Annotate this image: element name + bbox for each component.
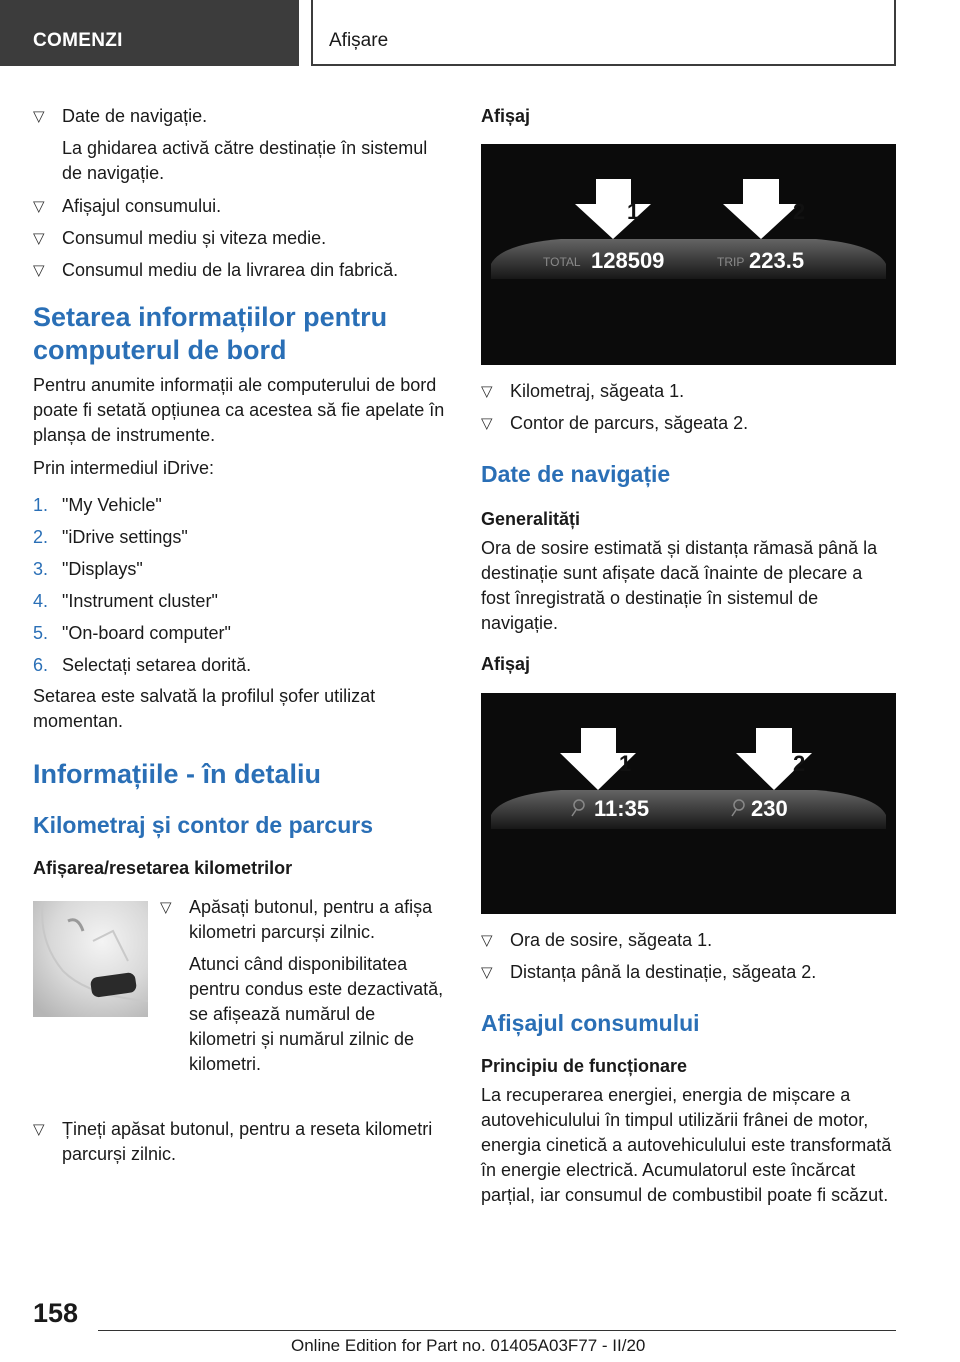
edition-text: Online Edition for Part no. 01405A03F77 - II/20 (291, 1336, 646, 1355)
bullet-text: Țineți apăsat butonul, pentru a reseta kilometri parcurși zilnic. (62, 1119, 433, 1164)
step-text: "My Vehicle" (62, 495, 162, 515)
heading-afisarea: Afișarea/resetarea kilometrilor (33, 858, 293, 878)
step-item (33, 589, 446, 614)
left-column (33, 104, 446, 1167)
cluster-display-svg (481, 144, 896, 365)
triangle-bullet-icon: ▽ (481, 964, 493, 981)
heading-setarea: Setarea informațiilor pentru computerul de bord (33, 302, 388, 365)
bullet-text: Afișajul consumului. (62, 196, 222, 216)
bullet-text: Date de navigație. (62, 106, 208, 126)
step-text: "Instrument cluster" (62, 591, 218, 611)
arrow-number: 1 (627, 199, 640, 224)
page-number: 158 (33, 1298, 79, 1328)
bullet-sub-text: La ghidarea activă către destinație în sistemul de navigație. (62, 138, 428, 183)
bullet-item (33, 258, 446, 283)
step-text: "On-board computer" (62, 623, 231, 643)
paragraph: Ora de sosire estimată și distanța rămasă până la destinație sunt afișate dacă înainte de plecare a fost înregistrată o destinație în sistemul de navigație. (481, 538, 878, 633)
button-section (33, 895, 446, 1125)
triangle-bullet-icon: ▽ (481, 383, 493, 400)
trip-label: TRIP (717, 255, 745, 269)
trip-value: 223.5 (749, 248, 805, 273)
triangle-bullet-icon: ▽ (33, 1121, 45, 1138)
distance-value: 230 (751, 796, 788, 821)
button-bullets (160, 895, 446, 1077)
footer-divider (98, 1330, 896, 1331)
cluster-display-svg (481, 693, 896, 914)
triangle-bullet-icon: ▽ (33, 198, 45, 215)
bullet-text: Distanța până la destinație, săgeata 2. (510, 962, 817, 982)
arrow-number: 2 (793, 199, 806, 224)
step-text: "Displays" (62, 559, 143, 579)
bullet-text: Contor de parcurs, săgeata 2. (510, 413, 749, 433)
triangle-bullet-icon: ▽ (160, 899, 172, 916)
bullet-item (481, 379, 896, 404)
step-number: 4. (33, 591, 49, 611)
bullet-item (33, 1117, 446, 1167)
total-label: TOTAL (543, 255, 581, 269)
cluster-image-navigation (481, 693, 896, 914)
arrow-number: 2 (793, 751, 806, 776)
bullet-item (33, 226, 446, 251)
arrow-number: 1 (619, 751, 632, 776)
right-column (481, 104, 896, 1208)
step-item (33, 653, 446, 678)
heading-afisaj: Afișaj (481, 654, 531, 674)
bullet-text: Ora de sosire, săgeata 1. (510, 930, 713, 950)
heading-informatii: Informațiile - în detaliu (33, 759, 322, 789)
heading-afisajul-consumului: Afișajul consumului (481, 1010, 700, 1036)
bullet-sub-text: Atunci când disponibilitatea pentru condus este dezactivată, se afișează numărul de kilometri și numărul zilnic de kilometri. (189, 954, 444, 1074)
triangle-bullet-icon: ▽ (481, 415, 493, 432)
paragraph: Pentru anumite informații ale computerului de bord poate fi setată opțiunea ca acestea să fie apelate în planșa de instrumente. (33, 375, 445, 445)
cluster-image-odometer (481, 144, 896, 365)
heading-principiu: Principiu de funcționare (481, 1056, 688, 1076)
total-value: 128509 (591, 248, 665, 273)
bullet-item (481, 411, 896, 436)
chapter-tab: COMENZI (0, 0, 299, 66)
step-number: 1. (33, 495, 49, 515)
step-item (33, 557, 446, 582)
section-tab: Afișare (311, 0, 896, 66)
bullet-item (481, 960, 896, 985)
paragraph: La recuperarea energiei, energia de mișcare a autovehiculului în timpul utilizării frânei de motor, energia cinetică a autovehiculului este transformată în energie electrică. Acumulatorul este încărcat parțial, iar consumul de combustibil poate fi scăzut. (481, 1085, 892, 1205)
heading-date-navigatie: Date de navigație (481, 461, 671, 487)
heading-generalitati: Generalități (481, 509, 581, 529)
triangle-bullet-icon: ▽ (33, 230, 45, 247)
bullet-text: Consumul mediu de la livrarea din fabrică. (62, 260, 399, 280)
bullet-item (33, 194, 446, 219)
step-number: 2. (33, 527, 49, 547)
heading-kilometraj: Kilometraj și contor de parcurs (33, 812, 373, 838)
step-number: 3. (33, 559, 49, 579)
heading-afisaj: Afișaj (481, 106, 531, 126)
step-text: Selectați setarea dorită. (62, 655, 252, 675)
triangle-bullet-icon: ▽ (33, 108, 45, 125)
bullet-item (481, 928, 896, 953)
button-photo (33, 901, 148, 1017)
steps-list (33, 493, 446, 678)
arrival-time-value: 11:35 (594, 796, 650, 821)
bullet-item (160, 895, 446, 945)
triangle-bullet-icon: ▽ (33, 262, 45, 279)
bullet-text: Consumul mediu și viteza medie. (62, 228, 327, 248)
paragraph: Prin intermediul iDrive: (33, 458, 215, 478)
step-item (33, 493, 446, 518)
step-number: 5. (33, 623, 49, 643)
step-text: "iDrive settings" (62, 527, 188, 547)
page-header (0, 0, 960, 66)
step-item (33, 525, 446, 550)
bullet-text: Apăsați butonul, pentru a afișa kilometri parcurși zilnic. (189, 897, 433, 942)
bullet-text: Kilometraj, săgeata 1. (510, 381, 685, 401)
paragraph: Setarea este salvată la profilul șofer utilizat momentan. (33, 686, 376, 731)
bullet-item (33, 104, 446, 129)
step-item (33, 621, 446, 646)
step-number: 6. (33, 655, 49, 675)
triangle-bullet-icon: ▽ (481, 932, 493, 949)
